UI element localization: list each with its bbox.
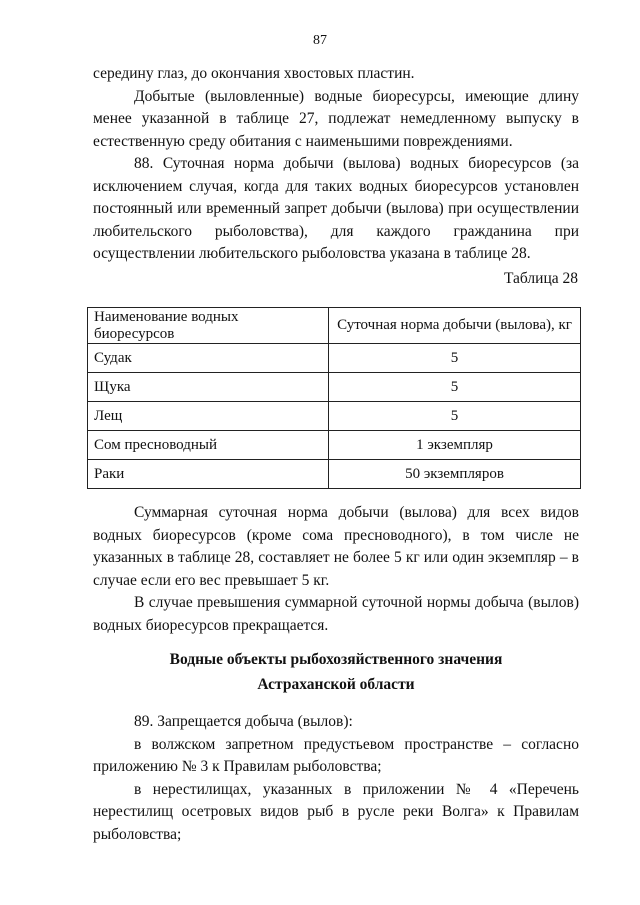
text-block-mid [93, 502, 579, 637]
cell-species: Щука [88, 373, 329, 402]
paragraph-prohibition-2: в нерестилищах, указанных в приложении № 4 «Перечень нерестилищ осетровых видов рыб в русле реки Волга» к Правилам рыболовства; [93, 780, 579, 843]
cell-norm: 1 экземпляр [329, 431, 581, 460]
paragraph-88: 88. Суточная норма добычи (вылова) водных биоресурсов (за исключением случая, когда для таких водных биоресурсов установлен постоянный или временный запрет добычи (вылова) при осуществлении любительского рыболовства), для каждого гражданина при осуществлении любительского рыболовства указана в таблице 28. [93, 155, 579, 262]
heading-line-1: Водные объекты рыбохозяйственного значения [169, 651, 503, 668]
table-row [88, 460, 581, 489]
cell-norm: 5 [329, 373, 581, 402]
table-row [88, 344, 581, 373]
header-norm: Суточная норма добычи (вылова), кг [329, 308, 581, 344]
paragraph-89: 89. Запрещается добыча (вылов): [134, 713, 353, 730]
cell-norm: 5 [329, 344, 581, 373]
paragraph-release-rule: Добытые (выловленные) водные биоресурсы, имеющие длину менее указанной в таблице 27, подлежат немедленному выпуску в естественную среду обитания с наименьшими повреждениями. [93, 87, 579, 150]
table-row [88, 402, 581, 431]
section-heading [93, 647, 579, 697]
cell-species: Раки [88, 460, 329, 489]
paragraph-continuation: середину глаз, до окончания хвостовых пластин. [93, 65, 415, 82]
norms-table [87, 307, 581, 489]
cell-norm: 50 экземпляров [329, 460, 581, 489]
table-caption: Таблица 28 [503, 270, 578, 287]
table-header-row [88, 308, 581, 344]
cell-norm: 5 [329, 402, 581, 431]
cell-species: Сом пресноводный [88, 431, 329, 460]
paragraph-excess: В случае превышения суммарной суточной нормы добыча (вылов) водных биоресурсов прекращается. [93, 594, 579, 634]
heading-line-2: Астраханской области [257, 676, 415, 693]
table-row [88, 431, 581, 460]
table-row [88, 373, 581, 402]
page-number: 87 [313, 33, 327, 48]
paragraph-prohibition-1: в волжском запретном предустьевом пространстве – согласно приложению № 3 к Правилам рыболовства; [93, 735, 579, 775]
paragraph-total-norm: Суммарная суточная норма добычи (вылова) для всех видов водных биоресурсов (кроме сома пресноводного), в том числе не указанных в таблице 28, составляет не более 5 кг или один экземпляр – в случае если его вес превышает 5 кг. [93, 504, 579, 589]
text-block-bottom [93, 711, 579, 846]
cell-species: Судак [88, 344, 329, 373]
header-name: Наименование водных биоресурсов [88, 308, 329, 344]
cell-species: Лещ [88, 402, 329, 431]
text-block-top [93, 63, 579, 266]
